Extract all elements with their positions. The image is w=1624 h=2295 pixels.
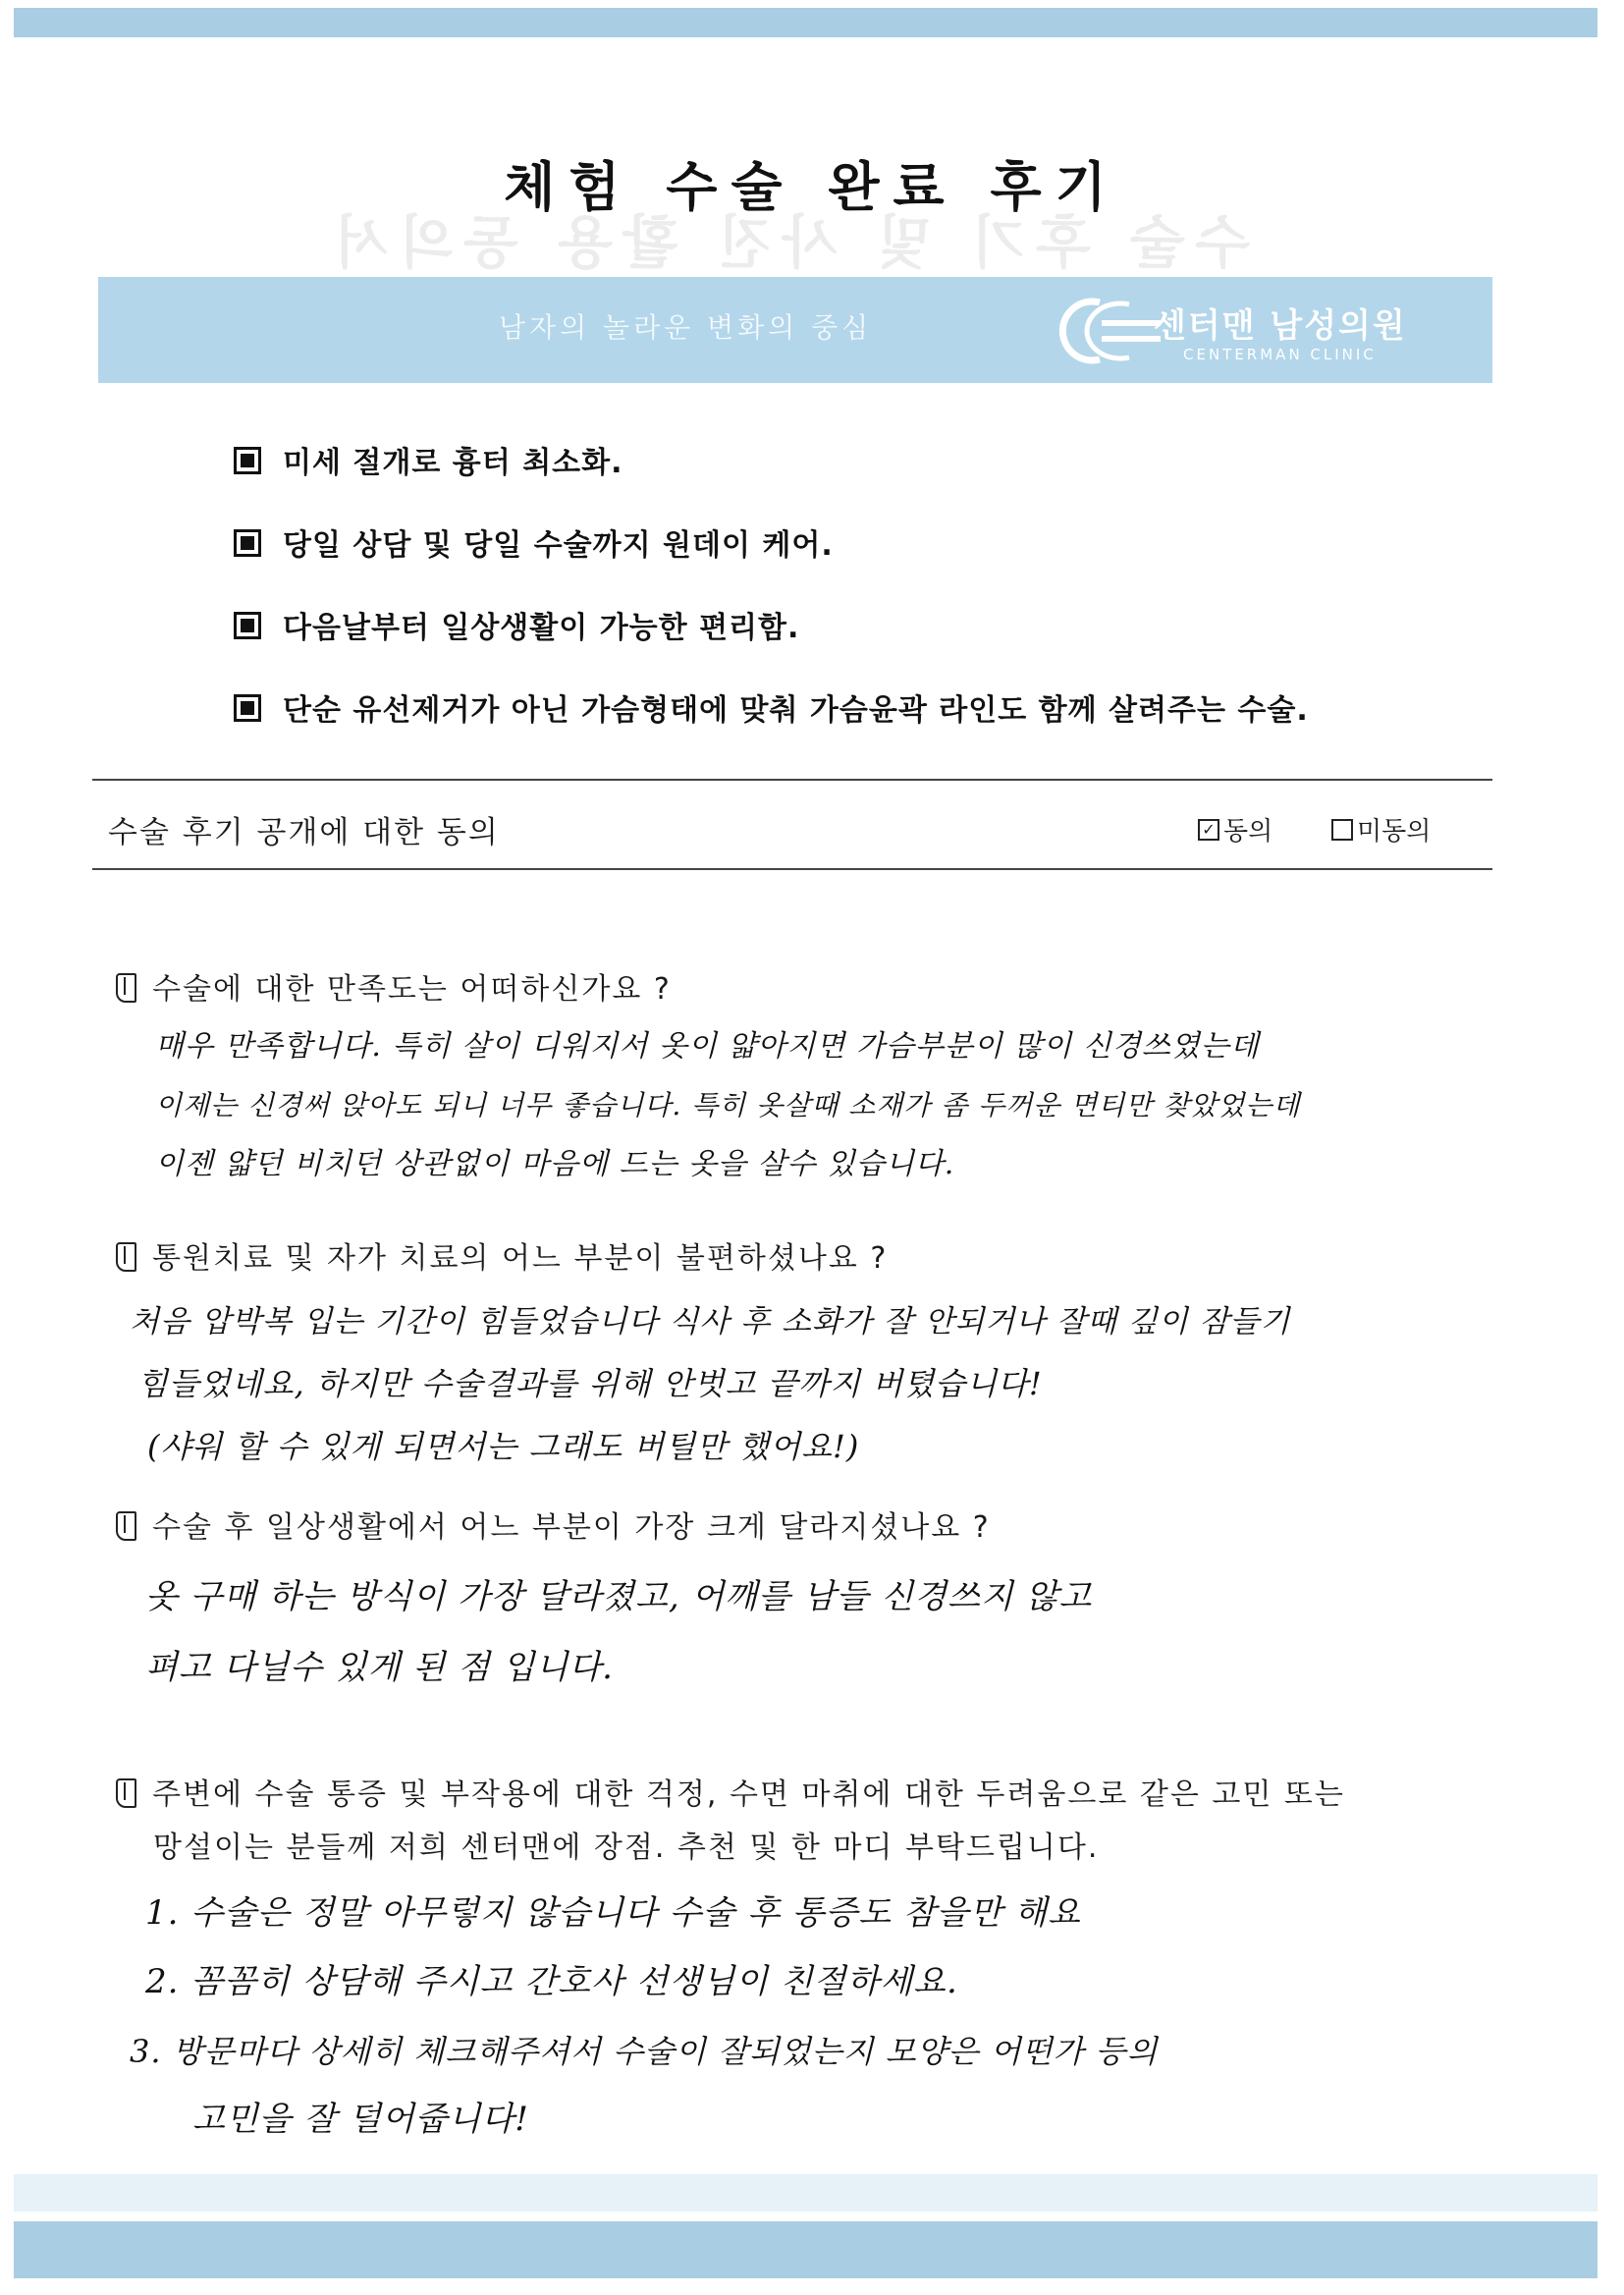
question-icon [116, 1511, 136, 1541]
checkbox-checked-icon[interactable]: ✓ [1198, 819, 1219, 841]
clinic-name: 센터맨 남성의원 [1154, 306, 1407, 346]
divider [92, 868, 1492, 870]
banner-slogan: 남자의 놀라운 변화의 중심 [499, 311, 873, 344]
answer-line: 매우 만족합니다. 특히 살이 디워지서 옷이 얇아지면 가슴부분이 많이 신경쓰였는데 [155, 1029, 1260, 1064]
bottom-light-band [14, 2174, 1597, 2212]
question-icon [116, 1242, 136, 1272]
feature-item: 당일 상담 및 당일 수술까지 원데이 케어. [234, 520, 834, 564]
clinic-name-en: CENTERMAN CLINIC [1183, 346, 1377, 363]
clinic-logo-icon [1031, 295, 1168, 367]
checkbox-empty-icon[interactable] [1331, 819, 1353, 841]
answer-line: 이제는 신경써 앉아도 되니 너무 좋습니다. 특히 옷살때 소재가 좀 두꺼운 면티만 찾았었는데 [155, 1089, 1301, 1121]
question-3: 수술 후 일상생활에서 어느 부분이 가장 크게 달라지셨나요 ? [116, 1503, 991, 1546]
answer-line: 이젠 얇던 비치던 상관없이 마음에 드는 옷을 살수 있습니다. [155, 1147, 955, 1181]
consent-disagree-option[interactable]: 미동의 [1331, 811, 1431, 847]
checked-box-icon [234, 529, 261, 557]
question-2: 통원치료 및 자가 치료의 어느 부분이 불편하셨나요 ? [116, 1233, 888, 1277]
checked-box-icon [234, 694, 261, 722]
clinic-banner [98, 277, 1492, 383]
top-color-band [14, 8, 1597, 37]
checked-box-icon [234, 447, 261, 474]
bottom-color-band [14, 2221, 1597, 2278]
checked-box-icon [234, 612, 261, 639]
question-icon [116, 1778, 136, 1808]
question-4-line-2: 망설이는 분들께 저희 센터맨에 장점. 추천 및 한 마디 부탁드립니다. [153, 1831, 1100, 1865]
question-4: 주변에 수술 통증 및 부작용에 대한 걱정, 수면 마취에 대한 두려움으로 같은 고민 또는 [116, 1770, 1345, 1813]
bleed-through-text: 수술 후기 및 사진 활용 동의서 [324, 209, 1251, 276]
question-1: 수술에 대한 만족도는 어떠하신가요 ? [116, 964, 672, 1008]
consent-agree-option[interactable]: ✓ 동의 [1198, 811, 1272, 847]
answer-line: 처음 압박복 입는 기간이 힘들었습니다 식사 후 소화가 잘 안되거나 잘때 깊이 잠들기 [130, 1304, 1291, 1339]
answer-line: 옷 구매 하는 방식이 가장 달라졌고, 어깨를 남들 신경쓰지 않고 [145, 1577, 1093, 1616]
feature-item: 다음날부터 일상생활이 가능한 편리함. [234, 603, 799, 646]
feature-item: 미세 절개로 흉터 최소화. [234, 438, 623, 481]
page-title: 체험 수술 완료 후기 [504, 156, 1120, 218]
answer-line: 힘들었네요, 하지만 수술결과를 위해 안벗고 끝까지 버텼습니다! [137, 1365, 1043, 1402]
answer-line: 3. 방문마다 상세히 체크해주셔서 수술이 잘되었는지 모양은 어떤가 등의 [130, 2033, 1159, 2070]
feature-item: 단순 유선제거가 아닌 가슴형태에 맞춰 가슴윤곽 라인도 함께 살려주는 수술. [234, 685, 1309, 729]
answer-line: 펴고 다닐수 있게 된 점 입니다. [145, 1648, 614, 1687]
consent-label: 수술 후기 공개에 대한 동의 [108, 815, 500, 850]
answer-line: 1. 수술은 정말 아무렇지 않습니다 수술 후 통증도 참을만 해요 [145, 1893, 1081, 1933]
answer-line: 2. 꼼꼼히 상담해 주시고 간호사 선생님이 친절하세요. [145, 1962, 958, 2001]
divider [92, 779, 1492, 781]
answer-line: (샤워 할 수 있게 되면서는 그래도 버틸만 했어요!) [147, 1428, 860, 1465]
question-icon [116, 973, 136, 1003]
answer-line: 고민을 잘 덜어줍니다! [192, 2100, 529, 2139]
